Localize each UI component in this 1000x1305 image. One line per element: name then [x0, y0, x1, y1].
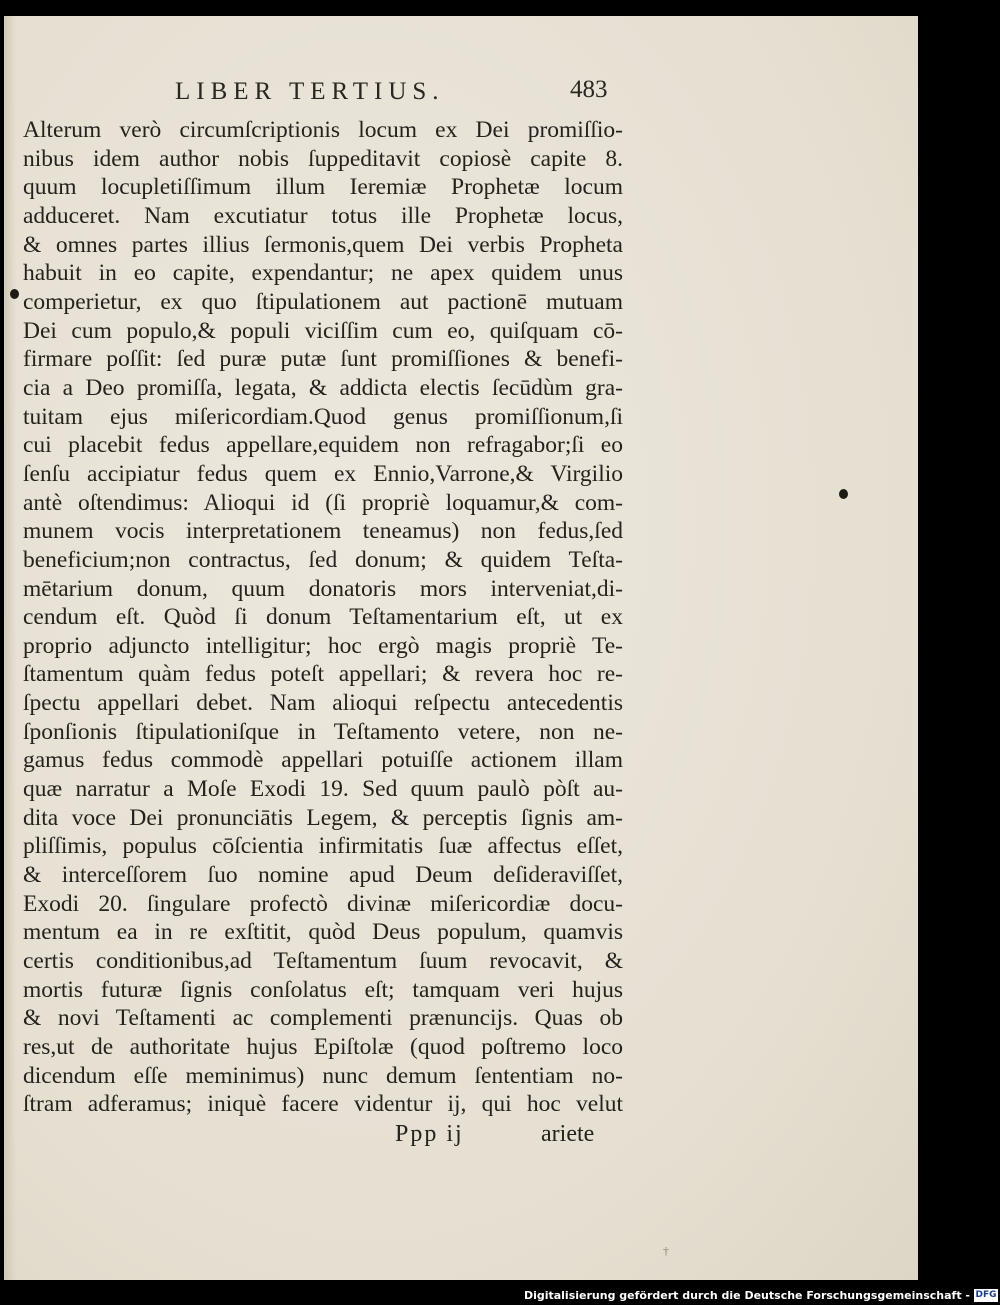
text-line: & novi Teſtamenti ac complementi prænuncijs. Quas ob: [23, 1005, 623, 1032]
page-footer: [4, 1121, 918, 1151]
running-head: LIBER TERTIUS.: [175, 78, 445, 105]
text-line: habuit in eo capite, expendantur; ne apex quidem unus: [23, 260, 623, 287]
text-line: antè oſtendimus: Alioqui id (ſi propriè loquamur,& com-: [23, 489, 623, 516]
book-page: [4, 16, 918, 1280]
text-line: cendum eſt. Quòd ſi donum Teſtamentarium eſt, ut ex: [23, 604, 623, 631]
text-line: dicendum eſſe meminimus) nunc demum ſententiam no-: [23, 1062, 623, 1089]
text-line: mortis futuræ ſignis conſolatus eſt; tamquam veri hujus: [23, 976, 623, 1003]
text-line: cia a Deo promiſſa, legata, & addicta electis ſecūdùm gra-: [23, 374, 623, 401]
text-line: firmare poſſit: ſed puræ putæ ſunt promiſſiones & benefi-: [23, 346, 623, 373]
ink-spot-right: [839, 489, 848, 499]
page-gutter-shadow: [4, 16, 16, 1280]
text-line: & interceſſorem ſuo nomine apud Deum deſideraviſſet,: [23, 862, 623, 889]
text-line: mentum ea in re exſtitit, quòd Deus populum, quamvis: [23, 919, 623, 946]
text-line: res,ut de authoritate hujus Epiſtolæ (quod poſtremo loco: [23, 1034, 623, 1060]
page-stain-mark: †: [663, 1244, 669, 1258]
text-line: ſpectu appellari debet. Nam alioqui reſpectu antecedentis: [23, 690, 623, 717]
text-line: ſtamentum quàm fedus poteſt appellari; & revera hoc re-: [23, 661, 623, 688]
text-line: tuitam ejus miſericordiam.Quod genus promiſſionum,ſi: [23, 403, 623, 430]
credit-bar: [0, 1287, 1000, 1305]
text-line: & omnes partes illius ſermonis,quem Dei verbis Propheta: [23, 231, 623, 258]
text-line: certis conditionibus,ad Teſtamentum ſuum revocavit, &: [23, 948, 623, 975]
dfg-logo: DFG: [975, 1290, 997, 1300]
text-line: quum locupletiſſimum illum Ieremiæ Prophetæ locum: [23, 174, 623, 201]
text-line: adduceret. Nam excutiatur totus ille Prophetæ locus,: [23, 202, 623, 229]
text-line: cui placebit fedus appellare,equidem non refragabor;ſi eo: [23, 432, 623, 459]
signature-mark: Ppp ij: [395, 1121, 464, 1147]
body-text: [23, 116, 623, 1119]
page-header: [4, 78, 918, 112]
text-line: Alterum verò circumſcriptionis locum ex Dei promiſſio-: [23, 117, 623, 143]
catchword: ariete: [541, 1121, 595, 1147]
page-number: 483: [570, 76, 608, 103]
text-line: Dei cum populo,& populi viciſſim cum eo, quiſquam cō-: [23, 317, 623, 344]
text-line: pliſſimis, populus cōſcientia infirmitatis ſuæ affectus eſſet,: [23, 833, 623, 860]
text-line: nibus idem author nobis ſuppeditavit copiosè capite 8.: [23, 145, 623, 172]
text-line: munem vocis interpretationem teneamus) non fedus,ſed: [23, 518, 623, 545]
text-line: ſponſionis ſtipulationiſque in Teſtamento vetere, non ne-: [23, 718, 623, 745]
text-line: ſenſu accipiatur fedus quem ex Ennio,Varrone,& Virgilio: [23, 460, 623, 487]
ink-spot-left: [10, 289, 19, 299]
text-line: mētarium donum, quum donatoris mors interveniat,di-: [23, 575, 623, 602]
text-line: Exodi 20. ſingulare profectò divinæ miſericordiæ docu-: [23, 890, 623, 917]
funding-credit: Digitalisierung gefördert durch die Deutsche Forschungsgemeinschaft -: [523, 1289, 970, 1302]
text-line: gamus fedus commodè appellari potuiſſe actionem illam: [23, 747, 623, 774]
text-line: beneficium;non contractus, ſed donum; & quidem Teſta-: [23, 546, 623, 573]
text-line: quæ narratur a Moſe Exodi 19. Sed quum paulò pòſt au-: [23, 776, 623, 803]
text-line: comperietur, ex quo ſtipulationem aut pactionē mutuam: [23, 288, 623, 315]
text-line: proprio adjuncto intelligitur; hoc ergò magis propriè Te-: [23, 632, 623, 659]
text-line: dita voce Dei pronunciātis Legem, & perceptis ſignis am-: [23, 804, 623, 831]
text-line: ſtram adferamus; iniquè facere videntur ij, qui hoc velut: [23, 1091, 623, 1118]
